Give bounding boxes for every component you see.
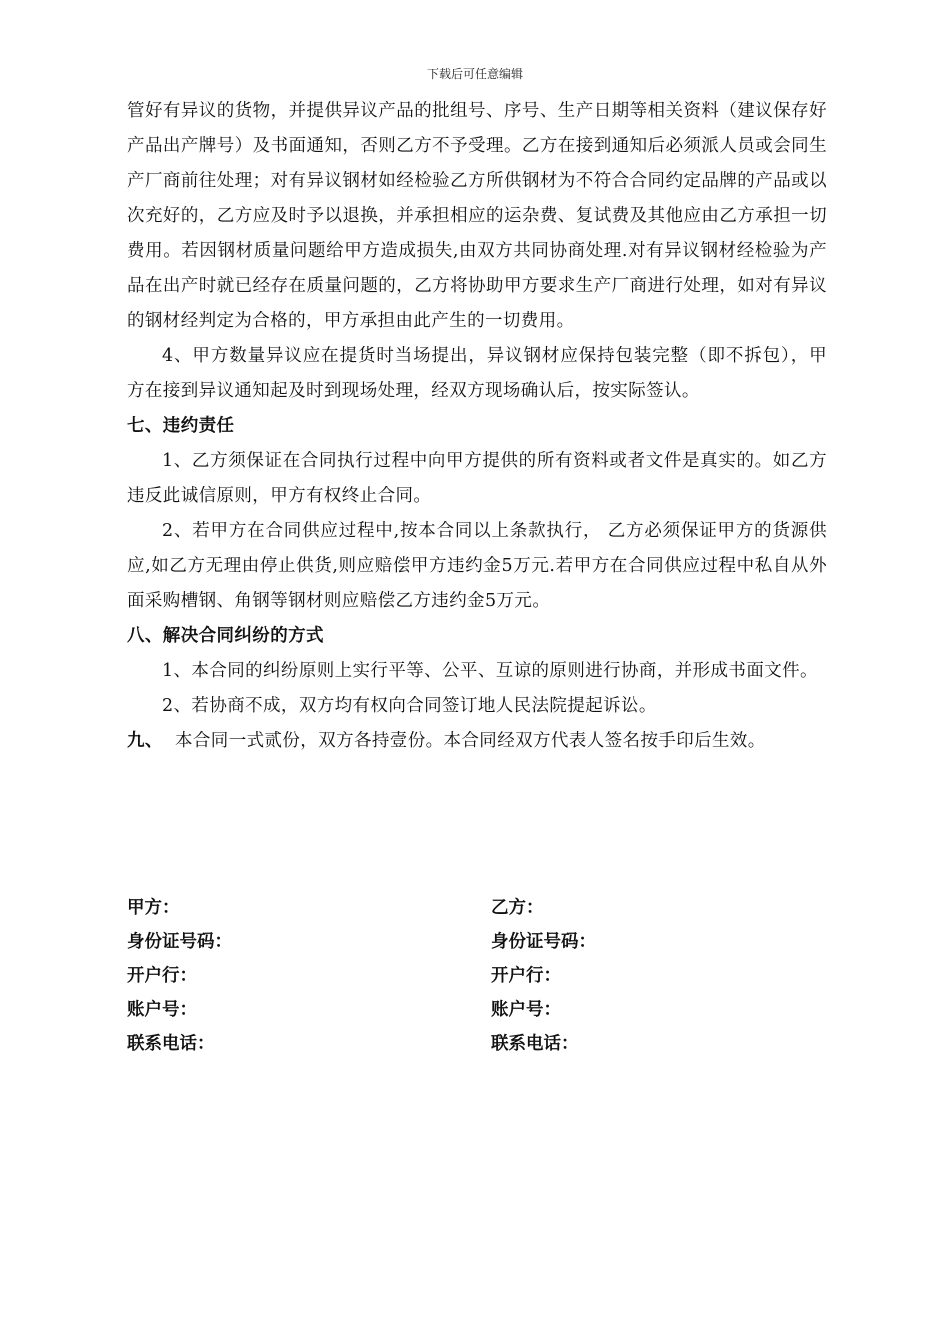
- signature-block: [127, 889, 827, 1059]
- party-b-id-label: 身份证号码：: [491, 931, 596, 952]
- paragraph-quantity-objection: 4、甲方数量异议应在提货时当场提出，异议钢材应保持包装完整（即不拆包），甲方在接到异议通知起及时到现场处理，经双方现场确认后，按实际签认。: [127, 346, 827, 401]
- party-a-account-label: 账户号：: [127, 999, 197, 1020]
- paragraph-dispute-1: 1、本合同的纠纷原则上实行平等、公平、互谅的原则进行协商，并形成书面文件。: [162, 661, 818, 681]
- page-header-note: 下载后可任意编辑: [426, 67, 523, 81]
- party-b-bank-label: 开户行：: [491, 965, 561, 986]
- paragraph-quality-objection: 管好有异议的货物，并提供异议产品的批组号、序号、生产日期等相关资料（建议保存好产品出产牌号）及书面通知，否则乙方不予受理。乙方在接到通知后必须派人员或会同生产厂商前往处理；对有异议钢材如经检验乙方所供钢材为不符合合同约定品牌的产品或以次充好的，乙方应及时予以退换，并承担相应的运杂费、复试费及其他应由乙方承担一切费用。若因钢材质量问题给甲方造成损失,由双方共同协商处理.对有异议钢材经检验为产品在出产时就已经存在质量问题的，乙方将协助甲方要求生产厂商进行处理，如对有异议的钢材经判定为合格的，甲方承担由此产生的一切费用。: [127, 101, 827, 331]
- party-b-account-label: 账户号：: [491, 999, 561, 1020]
- paragraph-dispute-2: 2、若协商不成，双方均有权向合同签订地人民法院提起诉讼。: [162, 696, 657, 716]
- party-a-label: 甲方：: [127, 897, 180, 918]
- party-b-phone-label: 联系电话：: [491, 1033, 579, 1054]
- signature-row-id: [127, 923, 827, 957]
- signature-row-bank: [127, 957, 827, 991]
- signature-row-party: [127, 889, 827, 923]
- contract-body: [127, 94, 827, 759]
- party-a-phone-label: 联系电话：: [127, 1033, 215, 1054]
- clause-nine-number: 九、: [127, 731, 163, 751]
- party-a-bank-label: 开户行：: [127, 965, 197, 986]
- paragraph-breach-2: 2、若甲方在合同供应过程中,按本合同以上条款执行， 乙方必须保证甲方的货源供应,如乙方无理由停止供货,则应赔偿甲方违约金5万元.若甲方在合同供应过程中私自从外面采购槽钢、角钢等钢材则应赔偿乙方违约金5万元。: [127, 521, 827, 611]
- clause-nine: [127, 724, 827, 759]
- signature-row-phone: [127, 1025, 827, 1059]
- section-title-breach: 七、违约责任: [127, 416, 235, 436]
- paragraph-breach-1: 1、乙方须保证在合同执行过程中向甲方提供的所有资料或者文件是真实的。如乙方违反此诚信原则，甲方有权终止合同。: [127, 451, 827, 506]
- party-a-id-label: 身份证号码：: [127, 931, 232, 952]
- section-title-dispute: 八、解决合同纠纷的方式: [127, 626, 324, 646]
- clause-nine-text: 本合同一式贰份，双方各持壹份。本合同经双方代表人签名按手印后生效。: [175, 731, 766, 751]
- signature-row-account: [127, 991, 827, 1025]
- party-b-label: 乙方：: [491, 897, 544, 918]
